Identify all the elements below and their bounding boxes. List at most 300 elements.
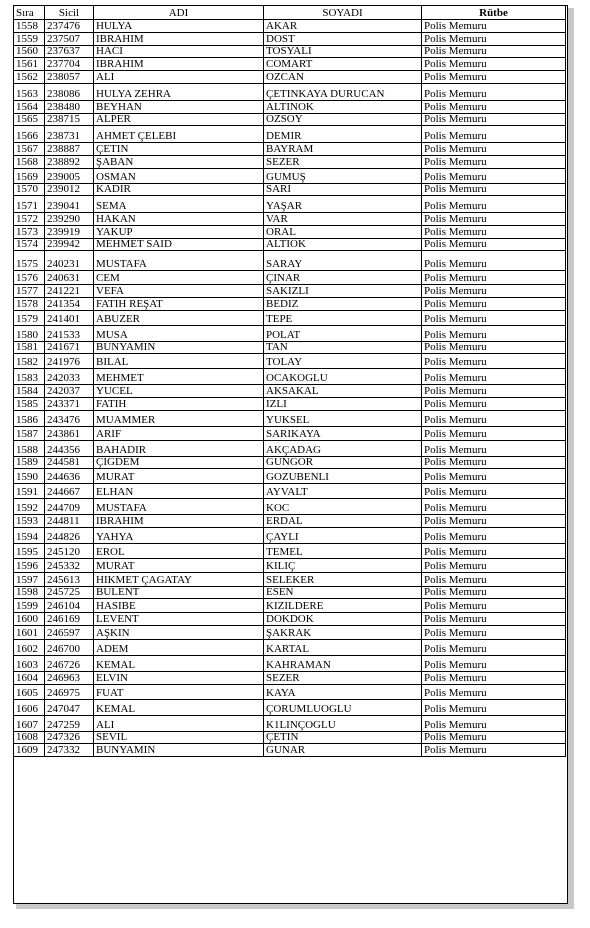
- table-row: [14, 342, 566, 354]
- cell-adi: SEVIL: [94, 732, 264, 744]
- cell-soyadi: ESEN: [264, 587, 422, 599]
- cell-sira: 1576: [14, 271, 45, 285]
- table-row: [14, 285, 566, 298]
- cell-rutbe: Polis Memuru: [422, 226, 566, 239]
- table-row: [14, 326, 566, 342]
- cell-soyadi: KAHRAMAN: [264, 656, 422, 672]
- cell-rutbe: Polis Memuru: [422, 411, 566, 427]
- cell-rutbe: Polis Memuru: [422, 251, 566, 271]
- cell-adi: IBRAHIM: [94, 515, 264, 528]
- cell-soyadi: ALTIOK: [264, 239, 422, 251]
- table-row: [14, 385, 566, 398]
- cell-sira: 1560: [14, 46, 45, 58]
- cell-adi: OSMAN: [94, 169, 264, 184]
- table-row: [14, 626, 566, 640]
- cell-sicil: 239942: [45, 239, 94, 251]
- table-row: [14, 457, 566, 469]
- cell-sira: 1589: [14, 457, 45, 469]
- cell-sicil: 238731: [45, 126, 94, 143]
- cell-adi: BUNYAMIN: [94, 744, 264, 757]
- cell-adi: HAKAN: [94, 213, 264, 226]
- cell-sira: 1569: [14, 169, 45, 184]
- cell-sira: 1563: [14, 84, 45, 101]
- table-row: [14, 196, 566, 213]
- table-row: [14, 411, 566, 427]
- cell-rutbe: Polis Memuru: [422, 20, 566, 33]
- cell-sira: 1595: [14, 544, 45, 559]
- cell-adi: BUNYAMIN: [94, 342, 264, 354]
- cell-sicil: 241533: [45, 326, 94, 342]
- cell-adi: MURAT: [94, 559, 264, 573]
- table-row: [14, 184, 566, 196]
- cell-adi: IBRAHIM: [94, 58, 264, 71]
- cell-sicil: 246700: [45, 640, 94, 656]
- table-row: [14, 484, 566, 499]
- table-row: [14, 398, 566, 411]
- cell-adi: MUSTAFA: [94, 499, 264, 515]
- cell-adi: ALPER: [94, 114, 264, 126]
- cell-sira: 1583: [14, 369, 45, 385]
- cell-sicil: 244581: [45, 457, 94, 469]
- cell-soyadi: ÇORUMLUOGLU: [264, 700, 422, 716]
- cell-rutbe: Polis Memuru: [422, 685, 566, 700]
- cell-sicil: 241976: [45, 354, 94, 369]
- cell-soyadi: GOZUBENLI: [264, 469, 422, 484]
- cell-sicil: 247047: [45, 700, 94, 716]
- cell-soyadi: KIZILDERE: [264, 599, 422, 613]
- cell-soyadi: ERDAL: [264, 515, 422, 528]
- cell-sicil: 242033: [45, 369, 94, 385]
- header-adi: ADI: [94, 6, 264, 20]
- cell-soyadi: SELEKER: [264, 573, 422, 587]
- cell-rutbe: Polis Memuru: [422, 71, 566, 84]
- cell-sicil: 242037: [45, 385, 94, 398]
- cell-rutbe: Polis Memuru: [422, 354, 566, 369]
- cell-sira: 1564: [14, 101, 45, 114]
- cell-sira: 1574: [14, 239, 45, 251]
- cell-adi: MUAMMER: [94, 411, 264, 427]
- cell-soyadi: IZLI: [264, 398, 422, 411]
- header-sira: Sıra: [14, 6, 45, 20]
- table-row: [14, 46, 566, 58]
- cell-sicil: 244636: [45, 469, 94, 484]
- cell-sicil: 237476: [45, 20, 94, 33]
- table-row: [14, 441, 566, 457]
- table-row: [14, 744, 566, 757]
- cell-sicil: 246104: [45, 599, 94, 613]
- cell-soyadi: KAYA: [264, 685, 422, 700]
- table-row: [14, 640, 566, 656]
- cell-sira: 1606: [14, 700, 45, 716]
- cell-rutbe: Polis Memuru: [422, 656, 566, 672]
- cell-sira: 1578: [14, 298, 45, 311]
- cell-sicil: 246726: [45, 656, 94, 672]
- cell-adi: HACI: [94, 46, 264, 58]
- cell-soyadi: OZCAN: [264, 71, 422, 84]
- cell-sira: 1604: [14, 672, 45, 685]
- cell-sicil: 238715: [45, 114, 94, 126]
- cell-rutbe: Polis Memuru: [422, 672, 566, 685]
- table-row: [14, 573, 566, 587]
- table-row: [14, 213, 566, 226]
- table-row: [14, 33, 566, 46]
- cell-sira: 1570: [14, 184, 45, 196]
- cell-adi: VEFA: [94, 285, 264, 298]
- cell-sicil: 245120: [45, 544, 94, 559]
- table-row: [14, 298, 566, 311]
- cell-sira: 1601: [14, 626, 45, 640]
- cell-sira: 1580: [14, 326, 45, 342]
- cell-adi: ÇETIN: [94, 143, 264, 156]
- table-row: [14, 311, 566, 326]
- cell-sira: 1572: [14, 213, 45, 226]
- cell-sicil: 240231: [45, 251, 94, 271]
- cell-sicil: 238086: [45, 84, 94, 101]
- cell-rutbe: Polis Memuru: [422, 369, 566, 385]
- cell-sicil: 239005: [45, 169, 94, 184]
- cell-adi: HULYA ZEHRA: [94, 84, 264, 101]
- cell-sira: 1599: [14, 599, 45, 613]
- header-sicil: Sicil: [45, 6, 94, 20]
- cell-sira: 1605: [14, 685, 45, 700]
- table-row: [14, 271, 566, 285]
- table-row: [14, 528, 566, 544]
- cell-soyadi: POLAT: [264, 326, 422, 342]
- cell-rutbe: Polis Memuru: [422, 58, 566, 71]
- cell-sira: 1608: [14, 732, 45, 744]
- cell-sira: 1596: [14, 559, 45, 573]
- cell-rutbe: Polis Memuru: [422, 169, 566, 184]
- cell-adi: ÇIGDEM: [94, 457, 264, 469]
- cell-sicil: 237637: [45, 46, 94, 58]
- cell-sicil: 246169: [45, 613, 94, 626]
- cell-adi: MEHMET: [94, 369, 264, 385]
- cell-adi: AŞKIN: [94, 626, 264, 640]
- cell-sicil: 244356: [45, 441, 94, 457]
- cell-sira: 1582: [14, 354, 45, 369]
- cell-soyadi: K1LINÇOGLU: [264, 716, 422, 732]
- cell-adi: ELHAN: [94, 484, 264, 499]
- page-shadow-bottom: [16, 904, 574, 909]
- cell-soyadi: ÇETIN: [264, 732, 422, 744]
- cell-rutbe: Polis Memuru: [422, 427, 566, 441]
- cell-soyadi: BEDIZ: [264, 298, 422, 311]
- cell-rutbe: Polis Memuru: [422, 640, 566, 656]
- cell-sicil: 238887: [45, 143, 94, 156]
- table-row: [14, 613, 566, 626]
- table-row: [14, 239, 566, 251]
- cell-rutbe: Polis Memuru: [422, 484, 566, 499]
- cell-soyadi: OCAKOGLU: [264, 369, 422, 385]
- table-header-row: [14, 6, 566, 20]
- cell-soyadi: OZSOY: [264, 114, 422, 126]
- cell-rutbe: Polis Memuru: [422, 441, 566, 457]
- cell-adi: EROL: [94, 544, 264, 559]
- cell-sira: 1567: [14, 143, 45, 156]
- cell-sicil: 243371: [45, 398, 94, 411]
- table-body: [14, 20, 566, 757]
- cell-sira: 1602: [14, 640, 45, 656]
- cell-adi: IBRAHIM: [94, 33, 264, 46]
- cell-sira: 1561: [14, 58, 45, 71]
- cell-rutbe: Polis Memuru: [422, 84, 566, 101]
- cell-adi: HULYA: [94, 20, 264, 33]
- cell-soyadi: DOKDOK: [264, 613, 422, 626]
- cell-sira: 1609: [14, 744, 45, 757]
- cell-sicil: 241354: [45, 298, 94, 311]
- cell-soyadi: AYVALT: [264, 484, 422, 499]
- cell-sira: 1603: [14, 656, 45, 672]
- cell-rutbe: Polis Memuru: [422, 573, 566, 587]
- cell-sicil: 246975: [45, 685, 94, 700]
- cell-soyadi: ÇETINKAYA DURUCAN: [264, 84, 422, 101]
- table-row: [14, 732, 566, 744]
- cell-adi: MUSA: [94, 326, 264, 342]
- cell-soyadi: ÇINAR: [264, 271, 422, 285]
- cell-sicil: 239012: [45, 184, 94, 196]
- cell-soyadi: ALTINOK: [264, 101, 422, 114]
- table-row: [14, 369, 566, 385]
- cell-soyadi: VAR: [264, 213, 422, 226]
- cell-sicil: 245725: [45, 587, 94, 599]
- cell-sicil: 244811: [45, 515, 94, 528]
- cell-sira: 1586: [14, 411, 45, 427]
- cell-rutbe: Polis Memuru: [422, 326, 566, 342]
- cell-adi: MURAT: [94, 469, 264, 484]
- cell-sira: 1575: [14, 251, 45, 271]
- cell-rutbe: Polis Memuru: [422, 499, 566, 515]
- cell-sira: 1558: [14, 20, 45, 33]
- cell-sicil: 244667: [45, 484, 94, 499]
- cell-adi: AHMET ÇELEBI: [94, 126, 264, 143]
- cell-sira: 1565: [14, 114, 45, 126]
- cell-sicil: 237507: [45, 33, 94, 46]
- cell-soyadi: KOC: [264, 499, 422, 515]
- cell-sira: 1598: [14, 587, 45, 599]
- cell-adi: ŞABAN: [94, 156, 264, 169]
- table-row: [14, 226, 566, 239]
- cell-sira: 1607: [14, 716, 45, 732]
- cell-sira: 1581: [14, 342, 45, 354]
- cell-rutbe: Polis Memuru: [422, 732, 566, 744]
- cell-adi: FATIH REŞAT: [94, 298, 264, 311]
- cell-soyadi: ŞAKRAK: [264, 626, 422, 640]
- table-row: [14, 685, 566, 700]
- cell-sira: 1597: [14, 573, 45, 587]
- table-row: [14, 599, 566, 613]
- cell-soyadi: TOSYALI: [264, 46, 422, 58]
- cell-rutbe: Polis Memuru: [422, 126, 566, 143]
- cell-adi: HASIBE: [94, 599, 264, 613]
- cell-sicil: 243861: [45, 427, 94, 441]
- cell-rutbe: Polis Memuru: [422, 156, 566, 169]
- table-row: [14, 499, 566, 515]
- cell-soyadi: TEMEL: [264, 544, 422, 559]
- cell-adi: ABUZER: [94, 311, 264, 326]
- table-row: [14, 143, 566, 156]
- cell-sicil: 241401: [45, 311, 94, 326]
- cell-soyadi: KILIÇ: [264, 559, 422, 573]
- cell-adi: MUSTAFA: [94, 251, 264, 271]
- cell-adi: BILAL: [94, 354, 264, 369]
- cell-soyadi: SARAY: [264, 251, 422, 271]
- cell-rutbe: Polis Memuru: [422, 700, 566, 716]
- table-row: [14, 515, 566, 528]
- table-row: [14, 354, 566, 369]
- table-row: [14, 58, 566, 71]
- table-row: [14, 587, 566, 599]
- cell-sicil: 238057: [45, 71, 94, 84]
- cell-adi: FUAT: [94, 685, 264, 700]
- table-row: [14, 469, 566, 484]
- cell-rutbe: Polis Memuru: [422, 385, 566, 398]
- cell-rutbe: Polis Memuru: [422, 285, 566, 298]
- cell-sicil: 237704: [45, 58, 94, 71]
- cell-rutbe: Polis Memuru: [422, 196, 566, 213]
- table-row: [14, 84, 566, 101]
- cell-soyadi: DEMIR: [264, 126, 422, 143]
- cell-sira: 1577: [14, 285, 45, 298]
- table-row: [14, 700, 566, 716]
- cell-rutbe: Polis Memuru: [422, 298, 566, 311]
- cell-sicil: 246963: [45, 672, 94, 685]
- cell-sira: 1590: [14, 469, 45, 484]
- table-row: [14, 20, 566, 33]
- cell-adi: KEMAL: [94, 700, 264, 716]
- cell-sicil: 238892: [45, 156, 94, 169]
- cell-sicil: 246597: [45, 626, 94, 640]
- cell-soyadi: TAN: [264, 342, 422, 354]
- table-row: [14, 71, 566, 84]
- cell-soyadi: SEZER: [264, 672, 422, 685]
- cell-soyadi: SARIKAYA: [264, 427, 422, 441]
- cell-rutbe: Polis Memuru: [422, 213, 566, 226]
- cell-soyadi: GUNAR: [264, 744, 422, 757]
- cell-soyadi: AKÇADAG: [264, 441, 422, 457]
- cell-sicil: 241221: [45, 285, 94, 298]
- cell-soyadi: AKAR: [264, 20, 422, 33]
- cell-soyadi: TEPE: [264, 311, 422, 326]
- cell-rutbe: Polis Memuru: [422, 457, 566, 469]
- cell-rutbe: Polis Memuru: [422, 184, 566, 196]
- cell-soyadi: YUKSEL: [264, 411, 422, 427]
- cell-sicil: 239919: [45, 226, 94, 239]
- table-row: [14, 114, 566, 126]
- cell-rutbe: Polis Memuru: [422, 469, 566, 484]
- cell-adi: BULENT: [94, 587, 264, 599]
- cell-soyadi: SARI: [264, 184, 422, 196]
- personnel-table: [13, 5, 566, 757]
- cell-sicil: 247326: [45, 732, 94, 744]
- cell-adi: YAHYA: [94, 528, 264, 544]
- cell-adi: BAHADIR: [94, 441, 264, 457]
- cell-rutbe: Polis Memuru: [422, 143, 566, 156]
- cell-adi: ALI: [94, 716, 264, 732]
- cell-rutbe: Polis Memuru: [422, 528, 566, 544]
- cell-adi: YAKUP: [94, 226, 264, 239]
- cell-rutbe: Polis Memuru: [422, 744, 566, 757]
- table-row: [14, 126, 566, 143]
- cell-sicil: 238480: [45, 101, 94, 114]
- cell-soyadi: DOST: [264, 33, 422, 46]
- cell-sicil: 243476: [45, 411, 94, 427]
- cell-soyadi: AKSAKAL: [264, 385, 422, 398]
- table-row: [14, 559, 566, 573]
- cell-soyadi: SAKIZLI: [264, 285, 422, 298]
- cell-sira: 1566: [14, 126, 45, 143]
- table-row: [14, 672, 566, 685]
- page-shadow-right: [568, 8, 574, 904]
- cell-adi: SEMA: [94, 196, 264, 213]
- cell-rutbe: Polis Memuru: [422, 515, 566, 528]
- cell-sira: 1579: [14, 311, 45, 326]
- cell-sicil: 247332: [45, 744, 94, 757]
- cell-sicil: 245332: [45, 559, 94, 573]
- cell-soyadi: GUNGOR: [264, 457, 422, 469]
- cell-sira: 1585: [14, 398, 45, 411]
- cell-sicil: 247259: [45, 716, 94, 732]
- cell-sira: 1592: [14, 499, 45, 515]
- cell-rutbe: Polis Memuru: [422, 626, 566, 640]
- table-row: [14, 716, 566, 732]
- cell-adi: HIKMET ÇAGATAY: [94, 573, 264, 587]
- cell-soyadi: ORAL: [264, 226, 422, 239]
- cell-sira: 1593: [14, 515, 45, 528]
- table-row: [14, 427, 566, 441]
- cell-sicil: 241671: [45, 342, 94, 354]
- cell-adi: ELVIN: [94, 672, 264, 685]
- cell-adi: LEVENT: [94, 613, 264, 626]
- table-row: [14, 251, 566, 271]
- cell-soyadi: BAYRAM: [264, 143, 422, 156]
- cell-sira: 1571: [14, 196, 45, 213]
- cell-sira: 1559: [14, 33, 45, 46]
- header-rutbe: Rütbe: [422, 6, 566, 20]
- cell-soyadi: GUMUŞ: [264, 169, 422, 184]
- cell-sicil: 244709: [45, 499, 94, 515]
- cell-sicil: 239041: [45, 196, 94, 213]
- cell-rutbe: Polis Memuru: [422, 716, 566, 732]
- cell-adi: KEMAL: [94, 656, 264, 672]
- cell-adi: CEM: [94, 271, 264, 285]
- cell-rutbe: Polis Memuru: [422, 342, 566, 354]
- cell-rutbe: Polis Memuru: [422, 46, 566, 58]
- cell-soyadi: ÇAYLI: [264, 528, 422, 544]
- cell-rutbe: Polis Memuru: [422, 544, 566, 559]
- cell-sira: 1573: [14, 226, 45, 239]
- cell-rutbe: Polis Memuru: [422, 271, 566, 285]
- cell-rutbe: Polis Memuru: [422, 101, 566, 114]
- cell-adi: FATIH: [94, 398, 264, 411]
- cell-sira: 1600: [14, 613, 45, 626]
- cell-adi: ALI: [94, 71, 264, 84]
- cell-rutbe: Polis Memuru: [422, 33, 566, 46]
- table-row: [14, 169, 566, 184]
- cell-adi: BEYHAN: [94, 101, 264, 114]
- cell-rutbe: Polis Memuru: [422, 587, 566, 599]
- cell-rutbe: Polis Memuru: [422, 398, 566, 411]
- cell-sira: 1591: [14, 484, 45, 499]
- cell-sicil: 244826: [45, 528, 94, 544]
- table-row: [14, 544, 566, 559]
- cell-soyadi: COMART: [264, 58, 422, 71]
- cell-rutbe: Polis Memuru: [422, 239, 566, 251]
- cell-sira: 1568: [14, 156, 45, 169]
- cell-adi: MEHMET SAID: [94, 239, 264, 251]
- cell-sira: 1562: [14, 71, 45, 84]
- table-row: [14, 156, 566, 169]
- header-soyadi: SOYADI: [264, 6, 422, 20]
